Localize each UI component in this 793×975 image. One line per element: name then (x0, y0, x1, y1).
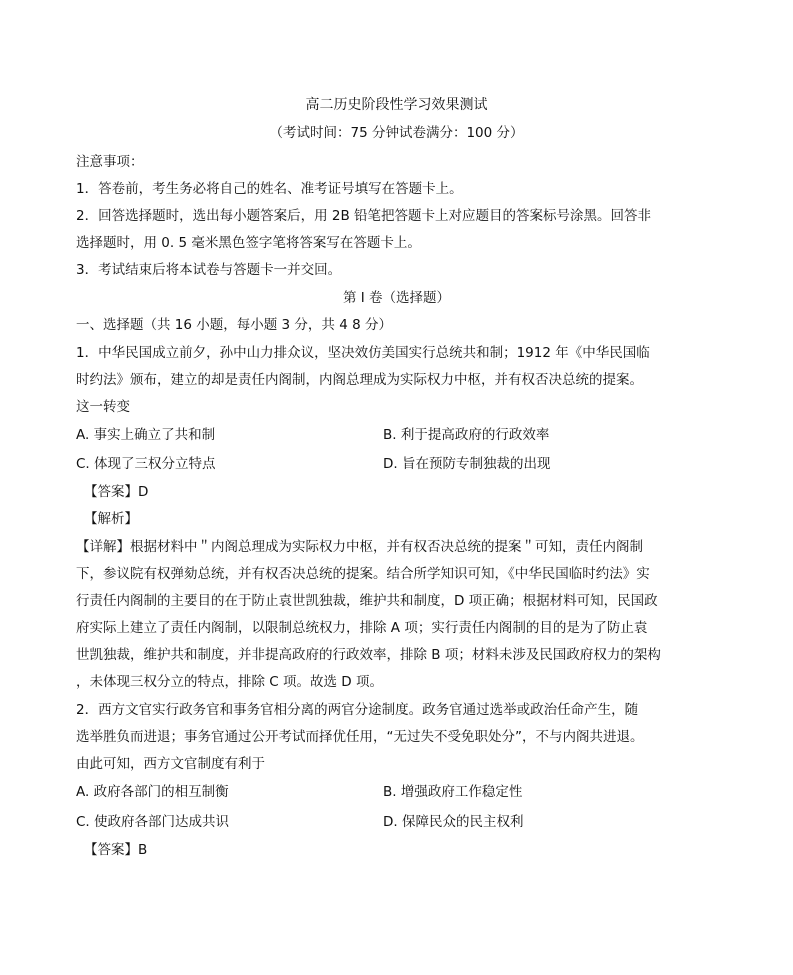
q1-option-b: B. 利于提高政府的行政效率 (383, 427, 550, 443)
q2-option-d: D. 保障民众的民主权利 (383, 814, 524, 830)
q1-stem-line-1: 1．中华民国成立前夕，孙中山力排众议，坚决效仿美国实行总统共和制；1912 年《中华民国临 (76, 345, 650, 361)
q2-option-b: B. 增强政府工作稳定性 (383, 784, 523, 800)
q1-answer: 【答案】D (84, 484, 149, 500)
section-heading: 一、选择题（共 16 小题，每小题 3 分，共 4 8 分） (76, 317, 392, 333)
q1-stem-line-2: 时约法》颁布，建立的却是责任内阁制，内阁总理成为实际权力中枢，并有权否决总统的提案。 (76, 372, 643, 388)
exam-subtitle: （考试时间：75 分钟试卷满分：100 分） (269, 125, 524, 141)
q1-analysis-label: 【解析】 (84, 511, 138, 527)
notice-item-1: 1．答卷前，考生务必将自己的姓名、准考证号填写在答题卡上。 (76, 181, 463, 197)
notice-heading: 注意事项： (76, 154, 144, 170)
page-title: 高二历史阶段性学习效果测试 (305, 97, 488, 113)
q1-stem-line-3: 这一转变 (76, 399, 130, 415)
notice-item-2-continued: 选择题时，用 0. 5 毫米黑色签字笔将答案写在答题卡上。 (76, 235, 421, 251)
q1-option-c: C. 体现了三权分立特点 (76, 456, 216, 472)
q1-detail-line-3: 行责任内阁制的主要目的在于防止袁世凯独裁，维护共和制度，D 项正确；根据材料可知，民国政 (76, 593, 658, 609)
q1-detail-line-5: 世凯独裁，维护共和制度，并非提高政府的行政效率，排除 B 项；材料未涉及民国政府权力的架构 (76, 647, 661, 663)
q1-option-a: A. 事实上确立了共和制 (76, 427, 216, 443)
q2-stem-line-1: 2．西方文官实行政务官和事务官相分离的两官分途制度。政务官通过选举或政治任命产生，随 (76, 702, 639, 718)
q1-detail-line-6: ，未体现三权分立的特点，排除 C 项。故选 D 项。 (76, 674, 383, 690)
notice-item-2: 2．回答选择题时，选出每小题答案后，用 2B 铅笔把答题卡上对应题目的答案标号涂黑。回答非 (76, 208, 652, 224)
notice-item-3: 3．考试结束后将本试卷与答题卡一并交回。 (76, 262, 342, 278)
q2-stem-line-2: 选举胜负而进退；事务官通过公开考试而择优任用，“无过失不受免职处分”，不与内阁共进退。 (76, 729, 644, 745)
q1-detail-line-1: 【详解】根据材料中＂内阁总理成为实际权力中枢，并有权否决总统的提案＂可知，责任内阁制 (76, 539, 643, 555)
q2-answer: 【答案】B (84, 842, 148, 858)
q1-option-d: D. 旨在预防专制独裁的出现 (383, 456, 551, 472)
q1-detail-line-2: 下，参议院有权弹劾总统，并有权否决总统的提案。结合所学知识可知，《中华民国临时约法》实 (76, 566, 650, 582)
q2-option-a: A. 政府各部门的相互制衡 (76, 784, 229, 800)
q2-option-c: C. 使政府各部门达成共识 (76, 814, 230, 830)
section-title: 第 I 卷（选择题） (342, 290, 451, 306)
q2-stem-line-3: 由此可知，西方文官制度有利于 (76, 756, 265, 772)
q1-detail-line-4: 府实际上建立了责任内阁制，以限制总统权力，排除 A 项；实行责任内阁制的目的是为了防止袁 (76, 620, 648, 636)
